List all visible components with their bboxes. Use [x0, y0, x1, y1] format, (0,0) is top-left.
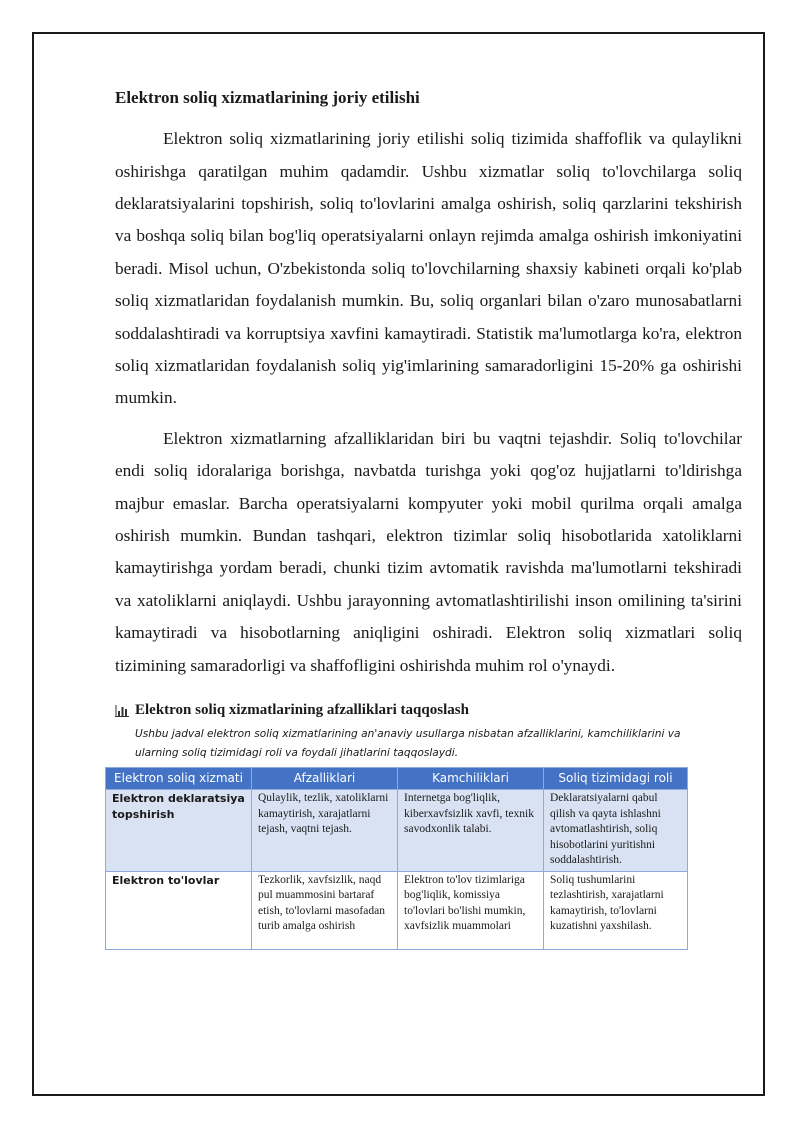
table-cell	[106, 871, 252, 949]
document-body	[112, 84, 742, 950]
paragraph-1: Elektron soliq xizmatlarining joriy etilishi soliq tizimida shaffoflik va qulaylikni oshirishga qaratilgan muhim qadamdir. Ushbu xizmatlar soliq to'lovchilarga soliq deklaratsiyalarini topshirish, soliq to'lovlarini amalga oshirish, soliq qarzlarini tekshirish va boshqa soliq bilan bog'liq operatsiyalarni onlayn rejimda amalga oshirish imkoniyatini beradi. Misol uchun, O'zbekistonda soliq to'lovchilarning shaxsiy kabineti orqali ko'plab soliq xizmatlaridan foydalanish mumkin. Bu, soliq organlari bilan o'zaro munosabatlarni soddalashtiradi va korruptsiya xavfini kamaytiradi. Statistik ma'lumotlarga ko'ra, elektron soliq xizmatlaridan foydalanish soliq yig'imlarining samaradorligini 15-20% ga oshirishi mumkin.	[115, 129, 742, 408]
column-header: Elektron soliq xizmati	[106, 768, 252, 790]
bar-chart-icon	[115, 705, 129, 717]
cell-text: Elektron to'lov tizimlariga bog'liqlik, komissiya to'lovlari bo'lishi mumkin, xavfsizlik muammolari	[404, 873, 526, 933]
cell-text: Soliq tushumlarini tezlashtirish, xarajatlarni kamaytirish, to'lovlarni kuzatishni yaxshilash.	[550, 873, 664, 933]
document-title: Elektron soliq xizmatlarining joriy etilishi	[115, 88, 420, 107]
cell-text: Tezkorlik, xavfsizlik, naqd pul muammosini bartaraf etish, to'lovlarni masofadan turib amalga oshirish	[258, 873, 385, 933]
table-cell	[252, 871, 398, 949]
cell-text: Elektron to'lovlar	[112, 873, 220, 887]
comparison-table	[105, 767, 688, 950]
table-section	[112, 702, 742, 950]
table-cell: Elektron deklaratsiya topshirish	[106, 790, 252, 872]
table-cell: Deklaratsiyalarni qabul qilish va qayta ishlashni avtomatlashtirish, soliq hisobotlarini yuritishni soddalashtirish.	[544, 790, 688, 872]
paragraph-2: Elektron xizmatlarning afzalliklaridan biri bu vaqtni tejashdir. Soliq to'lovchilar endi soliq idoralariga borishga, navbatda turishga yoki qog'oz hujjatlarni to'ldirishga majbur emaslar. Barcha operatsiyalarni kompyuter yoki mobil qurilma orqali amalga oshirish mumkin. Bundan tashqari, elektron tizimlar soliq hisobotlarida xatoliklarni kamaytirishga yordam beradi, chunki tizim avtomatik ravishda ma'lumotlarni tekshiradi va xatoliklarni aniqlaydi. Ushbu jarayonning avtomatlashtirilishi inson omilining ta'sirini kamaytiradi va hisobotlarning aniqligini oshiradi. Elektron soliq xizmatlari soliq tizimining samaradorligi va shaffofligini oshirishda muhim rol o'ynaydi.	[115, 428, 742, 675]
table-cell: Qulaylik, tezlik, xatoliklarni kamaytirish, xarajatlarni tejash, vaqtni tejash.	[252, 790, 398, 872]
table-cell	[544, 871, 688, 949]
table-cell	[398, 871, 544, 949]
table-header-row	[106, 768, 688, 790]
table-heading-text: Elektron soliq xizmatlarining afzalliklari taqqoslash	[135, 702, 469, 719]
table-cell: Internetga bog'liqlik, kiberxavfsizlik xavfi, texnik savodxonlik talabi.	[398, 790, 544, 872]
table-row	[106, 871, 688, 949]
column-header: Afzalliklari	[252, 768, 398, 790]
table-heading	[115, 702, 742, 719]
table-caption: Ushbu jadval elektron soliq xizmatlarining an'anaviy usullarga nisbatan afzalliklarini, kamchiliklarini va ularning soliq tizimidagi roli va foydali jihatlarini taqqoslaydi.	[135, 728, 681, 760]
table-row	[106, 790, 688, 872]
column-header: Kamchiliklari	[398, 768, 544, 790]
column-header: Soliq tizimidagi roli	[544, 768, 688, 790]
